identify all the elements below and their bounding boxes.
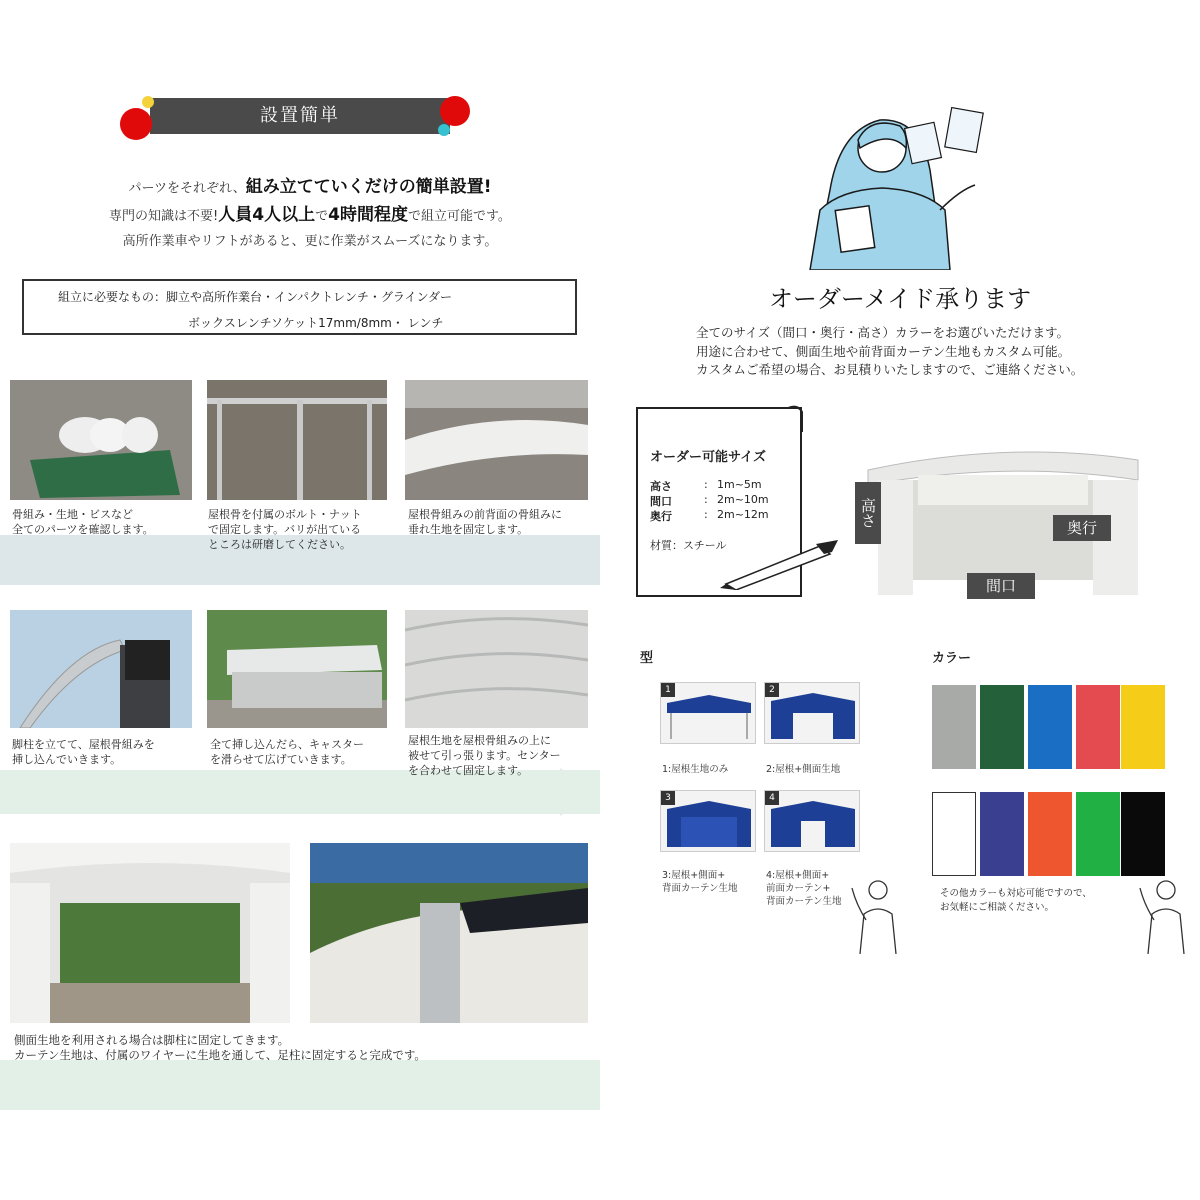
order-text-line-1: 全てのサイズ（間口・奥行・高さ）カラーをお選びいただけます。 — [696, 325, 1070, 340]
label-width: 間口 — [967, 573, 1035, 599]
step-caption-3 — [408, 507, 562, 537]
color-swatch[interactable] — [1028, 685, 1072, 769]
type-card-2 — [764, 682, 860, 744]
decor-dot-red-left — [120, 108, 152, 140]
step-caption-5 — [210, 737, 364, 767]
pointing-person-icon-colors — [1136, 874, 1188, 954]
color-swatch[interactable] — [932, 685, 976, 769]
label-depth: 奥行 — [1053, 515, 1111, 541]
type-2-line-1: 2:屋根+側面生地 — [766, 764, 841, 775]
required-tools-line-2: ボックスレンチソケット17mm/8mm・ レンチ — [188, 316, 444, 330]
color-note-line-2: お気軽にご相談ください。 — [940, 902, 1055, 913]
color-note-line-1: その他カラーも対応可能ですので、 — [940, 888, 1092, 899]
band-arrow-3 — [560, 1050, 600, 1120]
type-number-4: 4 — [765, 791, 779, 805]
color-swatch[interactable] — [1028, 792, 1072, 876]
color-swatch[interactable] — [1121, 792, 1165, 876]
step-3-line-1: 屋根骨組みの前背面の骨組みに — [408, 508, 562, 521]
band-arrow-1 — [560, 525, 600, 595]
spec-depth-name: 奥行 — [650, 510, 672, 523]
intro-line-2-text: 専門の知識は不要! — [109, 209, 219, 224]
paper-curl — [786, 404, 806, 434]
step-photo-5 — [207, 610, 387, 728]
type-card-4 — [764, 790, 860, 852]
spec-width-name: 間口 — [650, 495, 672, 508]
type-number-2: 2 — [765, 683, 779, 697]
step-4-line-2: 挿し込んでいきます。 — [12, 753, 122, 766]
intro-line-1 — [30, 172, 590, 197]
order-text-line-2: 用途に合わせて、側面生地や前背面カーテン生地もカスタム可能。 — [696, 344, 1071, 359]
intro-line-2 — [30, 200, 590, 225]
spec-width-sep: : — [704, 493, 708, 506]
type-caption-1 — [662, 763, 728, 776]
step-band-3 — [0, 1060, 600, 1110]
spec-height-name: 高さ — [650, 480, 672, 493]
intro-line-1-text: パーツをそれぞれ、 — [128, 181, 246, 196]
intro-line-2-mid: で — [315, 209, 329, 224]
type-number-3: 3 — [661, 791, 675, 805]
types-title: 型 — [640, 651, 654, 666]
final-caption — [14, 1033, 426, 1063]
type-card-3 — [660, 790, 756, 852]
color-swatch[interactable] — [1076, 792, 1120, 876]
spec-height-sep: : — [704, 478, 708, 491]
step-1-line-1: 骨組み・生地・ビスなど — [12, 508, 133, 521]
final-caption-line-2: カーテン生地は、付属のワイヤーに生地を通して、足柱に固定すると完成です。 — [14, 1048, 426, 1062]
type-3-line-1: 3:屋根+側面+ — [662, 870, 726, 881]
color-swatch[interactable] — [1076, 685, 1120, 769]
intro-line-2-end: で組立可能です。 — [407, 209, 511, 224]
step-photo-6 — [405, 610, 588, 728]
step-5-line-2: を滑らせて広げていきます。 — [210, 753, 352, 766]
step-4-line-1: 脚柱を立てて、屋根骨組みを — [12, 738, 155, 751]
spec-material: 材質：スチール — [650, 539, 727, 552]
step-6-line-2: 被せて引っ張ります。センター — [408, 749, 561, 762]
label-height: 高さ — [855, 482, 881, 544]
intro-line-2-emphasis-1: 人員4人以上 — [218, 205, 316, 225]
intro-line-2-emphasis-2: 4時間程度 — [328, 205, 408, 225]
type-4-line-3: 背面カーテン生地 — [766, 896, 842, 907]
spec-height-range: 1m~5m — [717, 478, 762, 491]
type-caption-3 — [662, 869, 738, 895]
type-3-line-2: 背面カーテン生地 — [662, 883, 738, 894]
type-1-line-1: 1:屋根生地のみ — [662, 764, 729, 775]
intro-line-1-emphasis: 組み立てていくだけの簡単設置! — [245, 177, 492, 197]
step-caption-1 — [12, 507, 154, 537]
step-photo-1 — [10, 380, 192, 500]
step-caption-2 — [208, 507, 362, 552]
color-swatch[interactable] — [980, 685, 1024, 769]
step-photo-3 — [405, 380, 588, 500]
spec-width-range: 2m~10m — [717, 493, 769, 506]
completed-photo-interior — [10, 843, 290, 1023]
type-caption-2 — [766, 763, 840, 776]
band-arrow-2 — [560, 760, 600, 824]
step-2-line-3: ところは研磨してください。 — [208, 538, 351, 551]
presenter-illustration — [800, 90, 1010, 270]
step-caption-6 — [408, 733, 561, 778]
spec-depth-sep: : — [704, 508, 708, 521]
order-text-line-3: カスタムご希望の場合、お見積りいたしますので、ご連絡ください。 — [696, 362, 1084, 377]
size-spec-title: オーダー可能サイズ — [650, 450, 766, 465]
step-2-line-1: 屋根骨を付属のボルト・ナット — [208, 508, 362, 521]
color-swatch[interactable] — [1121, 685, 1165, 769]
type-number-1: 1 — [661, 683, 675, 697]
type-card-1 — [660, 682, 756, 744]
intro-line-3: 高所作業車やリフトがあると、更に作業がスムーズになります。 — [122, 234, 498, 249]
color-swatch[interactable] — [980, 792, 1024, 876]
required-tools-line-1: 組立に必要なもの：脚立や高所作業台・インパクトレンチ・グラインダー — [58, 290, 453, 304]
step-photo-4 — [10, 610, 192, 728]
color-swatch[interactable] — [932, 792, 976, 876]
step-caption-4 — [12, 737, 155, 767]
type-4-line-2: 前面カーテン+ — [766, 883, 831, 894]
step-1-line-2: 全てのパーツを確認します。 — [12, 523, 154, 536]
spec-depth-range: 2m~12m — [717, 508, 769, 521]
completed-photo-exterior — [310, 843, 588, 1023]
order-title: オーダーメイド承ります — [768, 285, 1032, 313]
final-caption-line-1: 側面生地を利用される場合は脚柱に固定してきます。 — [14, 1033, 290, 1047]
type-4-line-1: 4:屋根+側面+ — [766, 870, 830, 881]
step-6-line-3: を合わせて固定します。 — [408, 764, 529, 777]
step-2-line-2: で固定します。バリが出ている — [208, 523, 362, 536]
step-3-line-2: 垂れ生地を固定します。 — [408, 523, 529, 536]
pen-icon — [720, 540, 840, 590]
banner-title: 設置簡単 — [260, 105, 340, 126]
type-caption-4 — [766, 869, 842, 908]
step-6-line-1: 屋根生地を屋根骨組みの上に — [408, 734, 551, 747]
step-photo-2 — [207, 380, 387, 500]
pointing-person-icon-types — [848, 874, 900, 954]
step-5-line-1: 全て挿し込んだら、キャスター — [210, 738, 364, 751]
colors-title: カラー — [932, 651, 972, 666]
